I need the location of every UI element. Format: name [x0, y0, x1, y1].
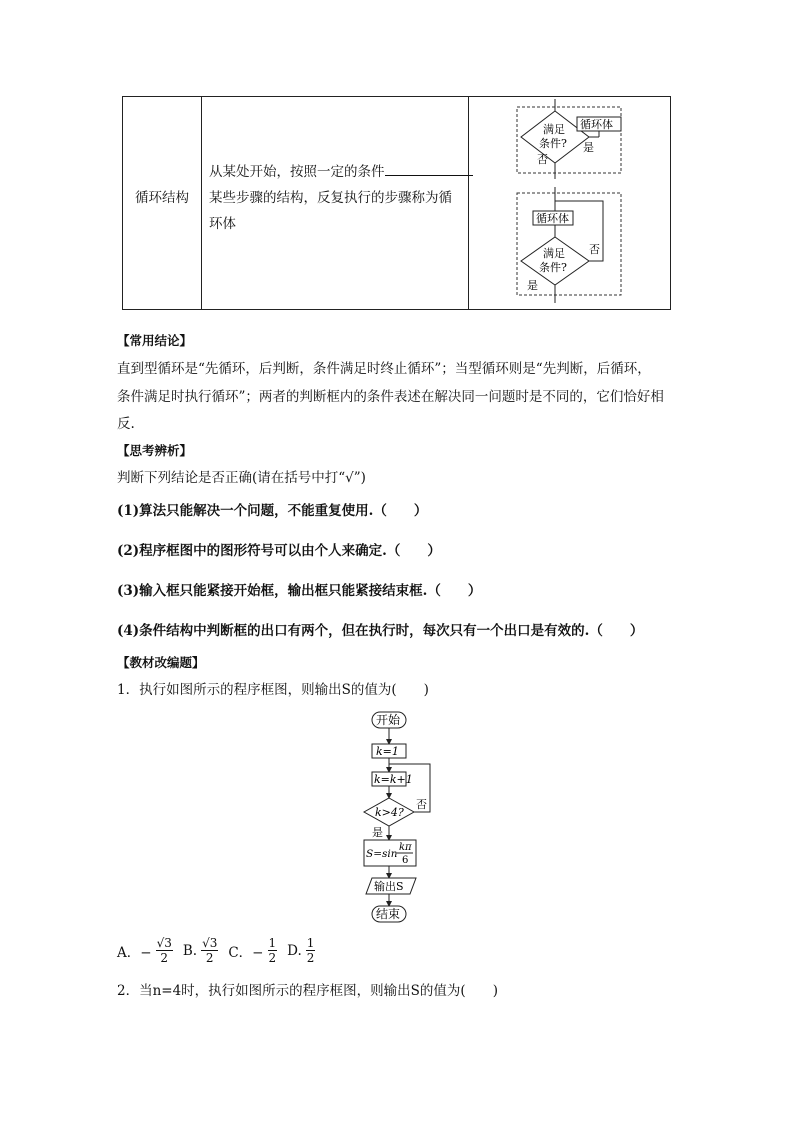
flow-end: 结束 [376, 907, 401, 921]
question-1: 1．执行如图所示的程序框图，则输出S的值为( ) [117, 682, 429, 698]
program-flowchart [350, 708, 450, 932]
fill-blank [385, 161, 473, 176]
answer-options [117, 936, 315, 965]
row-description-line2: 某些步骤的结构，反复执行的步骤称为循 [209, 190, 452, 206]
row-description-line3: 环体 [209, 216, 236, 232]
fig1-cond-line1: 满足 [543, 123, 565, 136]
think-intro: 判断下列结论是否正确(请在括号中打“√”) [117, 470, 366, 486]
fig2-cond-line1: 满足 [543, 247, 565, 260]
table-divider [201, 97, 202, 309]
question-2: 2．当n=4时，执行如图所示的程序框图，则输出S的值为( ) [117, 983, 498, 999]
flow-assign-den: 6 [402, 855, 409, 866]
common-line3: 反. [117, 416, 135, 432]
flow-assign-prefix: S=sin [366, 848, 398, 860]
fig1-body: 循环体 [580, 118, 613, 131]
fig2-body: 循环体 [536, 212, 569, 225]
flow-init: k=1 [376, 745, 399, 758]
common-line1: 直到型循环是“先循环，后判断，条件满足时终止循环”；当型循环则是“先判断，后循环， [117, 361, 651, 377]
option-b-fraction: $\frac{√3}{2}$ [202, 936, 218, 965]
row-label: 循环结构 [135, 190, 189, 206]
flow-start: 开始 [376, 713, 401, 727]
option-b-label: B. [182, 942, 198, 959]
flow-output: 输出S [374, 880, 404, 893]
flow-cond: k>4? [375, 806, 404, 819]
option-d-label: D. [287, 942, 302, 959]
think-heading: 【思考辨析】 [117, 443, 193, 458]
think-item-1: (1)算法只能解决一个问题，不能重复使用.（ ） [117, 503, 428, 519]
row-description: 从某处开始，按照一定的条件 [209, 159, 473, 185]
fig2-yes-label: 是 [527, 279, 538, 292]
common-line2: 条件满足时执行循环”；两者的判断框内的条件表述在解决同一问题时是不同的，它们恰好相 [117, 389, 664, 405]
option-d-fraction: $\frac{1}{2}$ [306, 936, 315, 965]
until-loop-diagram [503, 187, 633, 305]
fig1-yes-label: 是 [583, 141, 594, 154]
think-item-2: (2)程序框图中的图形符号可以由个人来确定.（ ） [117, 543, 441, 559]
option-c-label: C．− [228, 944, 264, 961]
fig1-cond-line2: 条件? [539, 137, 567, 150]
flow-assign-num: kπ [399, 842, 412, 853]
fig2-no-label: 否 [589, 243, 600, 256]
while-loop-diagram [503, 99, 633, 181]
option-a-fraction: $\frac{√3}{2}$ [156, 936, 172, 965]
option-a-label: A．− [117, 944, 152, 961]
table-divider [468, 97, 469, 309]
loop-structure-table [122, 96, 671, 310]
option-c-fraction: $\frac{1}{2}$ [268, 936, 277, 965]
fig2-cond-line2: 条件? [539, 261, 567, 274]
think-item-4: (4)条件结构中判断框的出口有两个，但在执行时，每次只有一个出口是有效的.（ ） [117, 623, 644, 639]
common-heading: 【常用结论】 [117, 333, 193, 348]
textbook-heading: 【教材改编题】 [117, 655, 205, 670]
think-item-3: (3)输入框只能紧接开始框，输出框只能紧接结束框.（ ） [117, 583, 482, 599]
flow-no-label: 否 [416, 798, 427, 811]
flow-yes-label: 是 [372, 826, 383, 839]
fig1-no-label: 否 [537, 153, 548, 166]
flow-step: k=k+1 [374, 773, 413, 786]
